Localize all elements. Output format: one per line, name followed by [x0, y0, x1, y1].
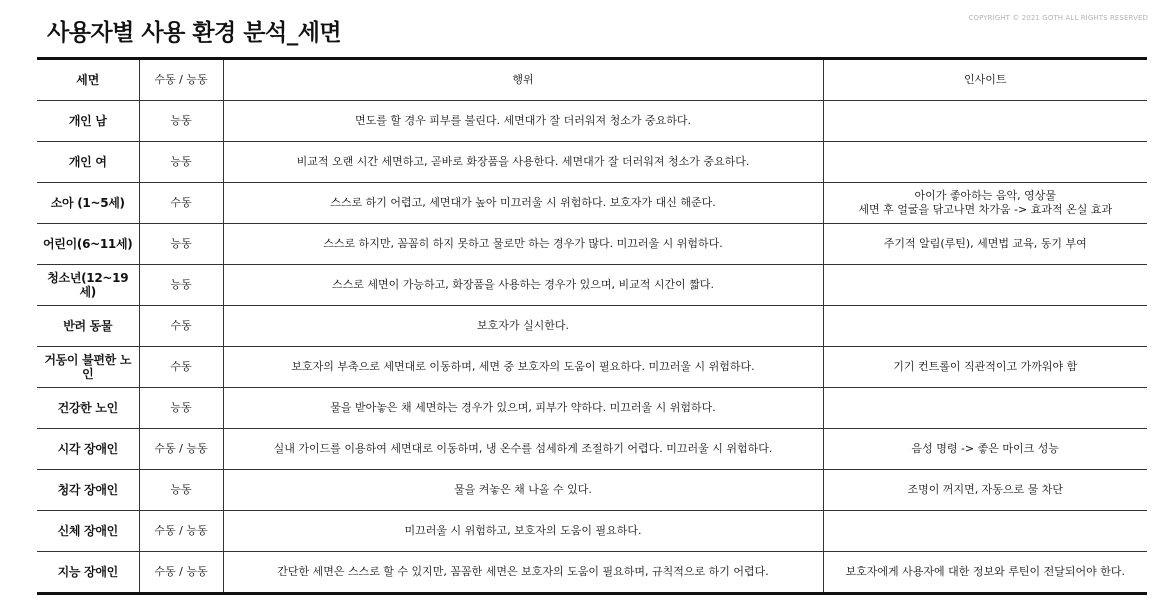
copyright-notice: COPYRIGHT © 2021 GOTH ALL RIGHTS RESERVED	[968, 14, 1148, 22]
insight-line: 기기 컨트롤이 직관적이고 가까워야 함	[893, 360, 1078, 373]
row-mode: 능동	[139, 470, 223, 511]
row-insight	[823, 429, 1147, 470]
header-insight: 인사이트	[823, 59, 1147, 101]
row-insight	[823, 224, 1147, 265]
row-behavior: 면도를 할 경우 피부를 불린다. 세면대가 잘 더러워져 청소가 중요하다.	[223, 101, 823, 142]
row-mode: 수동 / 능동	[139, 511, 223, 552]
row-mode: 능동	[139, 224, 223, 265]
row-subject: 개인 남	[37, 101, 139, 142]
row-mode: 능동	[139, 142, 223, 183]
header-mode: 수동 / 능동	[139, 59, 223, 101]
row-subject: 소아 (1~5세)	[37, 183, 139, 224]
row-insight	[823, 101, 1147, 142]
row-subject: 시각 장애인	[37, 429, 139, 470]
table-row	[37, 429, 1147, 470]
table-row	[37, 142, 1147, 183]
row-mode: 수동	[139, 306, 223, 347]
row-behavior: 비교적 오랜 시간 세면하고, 곧바로 화장품을 사용한다. 세면대가 잘 더러워져 청소가 중요하다.	[223, 142, 823, 183]
table-row	[37, 183, 1147, 224]
table-header-row	[37, 59, 1147, 101]
table-row	[37, 470, 1147, 511]
header-subject: 세면	[37, 59, 139, 101]
insight-line: 아이가 좋아하는 음악, 영상물	[914, 189, 1056, 202]
row-subject: 어린이(6~11세)	[37, 224, 139, 265]
table-row	[37, 552, 1147, 594]
row-subject: 청소년(12~19세)	[37, 265, 139, 306]
row-subject: 개인 여	[37, 142, 139, 183]
row-subject: 건강한 노인	[37, 388, 139, 429]
row-mode: 수동 / 능동	[139, 429, 223, 470]
row-subject: 청각 장애인	[37, 470, 139, 511]
row-behavior: 보호자가 실시한다.	[223, 306, 823, 347]
insight-line: 조명이 꺼지면, 자동으로 물 차단	[907, 483, 1064, 496]
row-behavior: 실내 가이드를 이용하여 세면대로 이동하며, 냉 온수를 섬세하게 조절하기 어렵다. 미끄러울 시 위험하다.	[223, 429, 823, 470]
row-behavior: 물을 받아놓은 채 세면하는 경우가 있으며, 피부가 약하다. 미끄러울 시 위험하다.	[223, 388, 823, 429]
page-title: 사용자별 사용 환경 분석_세면	[47, 20, 342, 46]
row-insight	[823, 183, 1147, 224]
row-insight	[823, 142, 1147, 183]
user-environment-table	[37, 57, 1147, 595]
row-insight	[823, 347, 1147, 388]
row-mode: 능동	[139, 388, 223, 429]
row-mode: 수동	[139, 347, 223, 388]
row-subject: 거동이 불편한 노인	[37, 347, 139, 388]
table-row	[37, 511, 1147, 552]
row-insight	[823, 470, 1147, 511]
row-subject: 신체 장애인	[37, 511, 139, 552]
row-behavior: 간단한 세면은 스스로 할 수 있지만, 꼼꼼한 세면은 보호자의 도움이 필요하며, 규칙적으로 하기 어렵다.	[223, 552, 823, 594]
row-insight	[823, 552, 1147, 594]
row-insight	[823, 265, 1147, 306]
table-body	[37, 101, 1147, 594]
insight-line: 음성 명령 -> 좋은 마이크 성능	[911, 442, 1060, 455]
table-row	[37, 347, 1147, 388]
row-mode: 능동	[139, 101, 223, 142]
table-row	[37, 265, 1147, 306]
insight-line: 보호자에게 사용자에 대한 정보와 루틴이 전달되어야 한다.	[845, 565, 1125, 578]
insight-line: 세면 후 얼굴을 닦고나면 차가움 -> 효과적 온실 효과	[858, 203, 1113, 216]
row-mode: 수동	[139, 183, 223, 224]
row-insight	[823, 511, 1147, 552]
table-row	[37, 224, 1147, 265]
table-row	[37, 101, 1147, 142]
row-mode: 수동 / 능동	[139, 552, 223, 594]
row-behavior: 스스로 하지만, 꼼꼼히 하지 못하고 물로만 하는 경우가 많다. 미끄러울 시 위험하다.	[223, 224, 823, 265]
header-behavior: 행위	[223, 59, 823, 101]
row-behavior: 스스로 하기 어렵고, 세면대가 높아 미끄러울 시 위험하다. 보호자가 대신 해준다.	[223, 183, 823, 224]
row-behavior: 물을 켜놓은 채 나올 수 있다.	[223, 470, 823, 511]
row-subject: 지능 장애인	[37, 552, 139, 594]
row-insight	[823, 306, 1147, 347]
table-row	[37, 306, 1147, 347]
table-row	[37, 388, 1147, 429]
row-subject: 반려 동물	[37, 306, 139, 347]
row-behavior: 미끄러울 시 위험하고, 보호자의 도움이 필요하다.	[223, 511, 823, 552]
row-mode: 능동	[139, 265, 223, 306]
insight-line: 주기적 알림(루틴), 세면법 교육, 동기 부여	[883, 237, 1087, 250]
row-insight	[823, 388, 1147, 429]
row-behavior: 스스로 세면이 가능하고, 화장품을 사용하는 경우가 있으며, 비교적 시간이 짧다.	[223, 265, 823, 306]
row-behavior: 보호자의 부축으로 세면대로 이동하며, 세면 중 보호자의 도움이 필요하다. 미끄러울 시 위험하다.	[223, 347, 823, 388]
